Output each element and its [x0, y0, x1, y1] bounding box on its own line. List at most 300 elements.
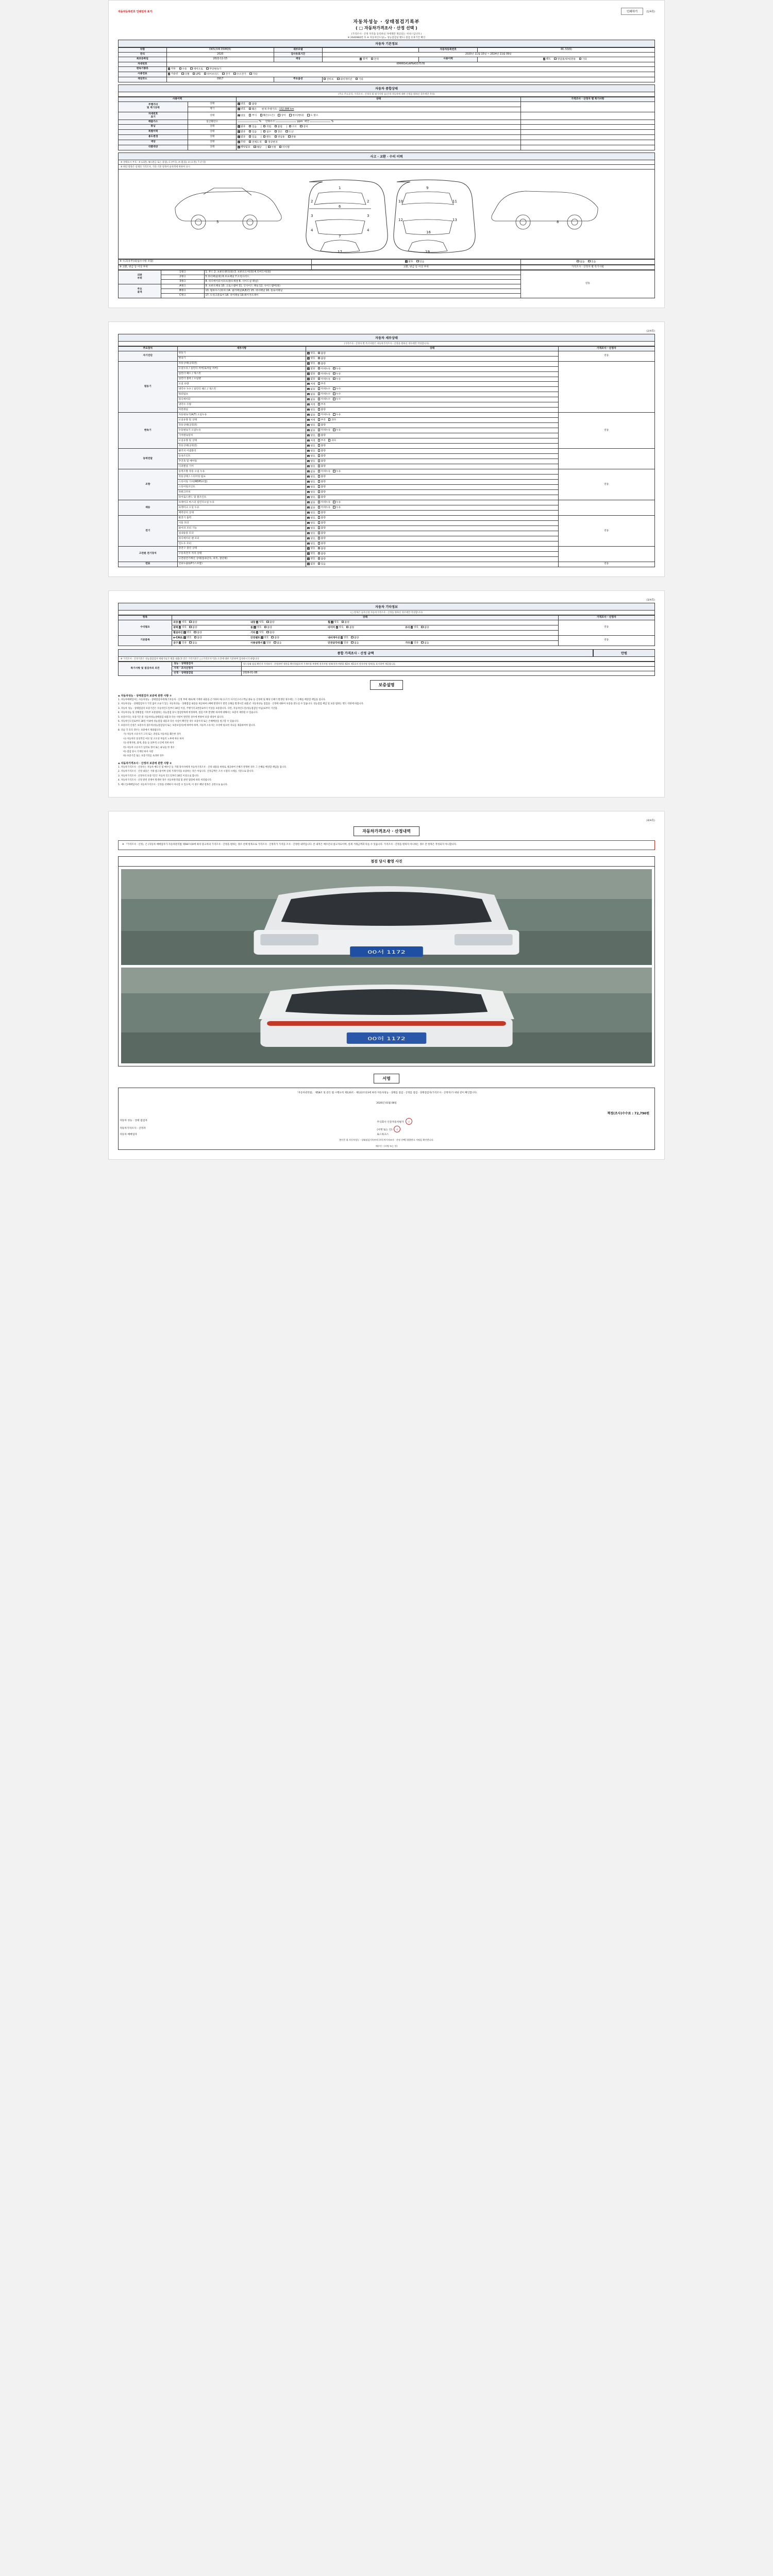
accident-none[interactable]: ✔ 없음 — [405, 260, 413, 263]
detail-opt-2-3-2[interactable]: 누유 — [333, 429, 341, 432]
tuning-yes[interactable]: 있음 — [249, 125, 257, 129]
detail-opt-2-0-0[interactable]: ✔ 없음 — [307, 414, 315, 417]
value-car-name: DK5(2V6 DSMQ5) — [166, 48, 274, 53]
use-option-1[interactable]: 영업용/대여/관용 — [554, 58, 576, 61]
other-cells-1-1 — [172, 640, 559, 646]
detail-opt-3-3-1[interactable]: 불량 — [318, 465, 326, 468]
detail-opt-1-5-2[interactable]: 누수 — [333, 387, 341, 391]
detail-opt-7-0-0[interactable]: ✔ 양호 — [307, 547, 315, 550]
svg-text:11: 11 — [452, 199, 457, 204]
remark-color2 — [520, 140, 654, 145]
row-label-tuning: 튜닝 — [119, 124, 188, 129]
other-opt-0-0-2-0[interactable]: ✔ 양호 — [331, 621, 339, 624]
document-note-2: ※ 2640960번 호 ※ 자동차인도일(= 성능점검일 별도) 점검 유효기간 확인 — [347, 37, 426, 39]
warranty-item-1-5: 6. 자동차인도일로부터 30일 이내에 성능점검 내용과 다른 사실이 확인된 경우 보증수리 또는 손해배상을 청구할 수 있습니다. — [118, 720, 239, 723]
usechange-gov[interactable]: 관용 — [288, 135, 296, 139]
detail-opt-1-3-2[interactable]: 누유 — [333, 378, 341, 381]
detail-opt-3-1-0[interactable]: ✔ 양호 — [307, 455, 315, 458]
detail-opt-5-2-0[interactable]: ✔ 양호 — [307, 512, 315, 515]
other-opt-1-1-0-0[interactable]: ✔ 있음 — [179, 641, 187, 645]
detail-opt-6-0-0[interactable]: ✔ 양호 — [307, 517, 315, 520]
detail-opt-4-4-1[interactable]: 불량 — [318, 490, 326, 494]
rank-a-items: 9. 프론트패널 10. 크로스멤버 11. 인사이드 패널 12. 사이드멤버(좌) — [204, 284, 520, 289]
price-row1-label: 가격 · 조사산정자 — [172, 666, 242, 671]
usechange-biz[interactable]: 영업용 — [275, 135, 285, 139]
other-cell-1-1-2: 안전삼각대 ✔ 있음 없음 — [328, 641, 405, 645]
meter-bad[interactable]: 훼손 — [249, 108, 257, 111]
fuel-option-2[interactable]: LPG — [193, 73, 200, 76]
detail-opt-1-7-2[interactable]: 누수 — [333, 398, 341, 401]
detail-opt-4-1-1[interactable]: 불량 — [318, 475, 326, 479]
trans-option-2[interactable]: 세미오토 — [190, 67, 203, 71]
other-opt-0-0-0-1[interactable]: 불량 — [189, 621, 197, 624]
parts-table — [118, 265, 655, 270]
detail-opt-4-5-1[interactable]: 불량 — [318, 496, 326, 499]
table-row — [119, 449, 655, 454]
print-button[interactable]: 인쇄하기 — [621, 8, 643, 15]
detail-opt-6-4-1[interactable]: 불량 — [318, 537, 326, 540]
detail-opt-5-0-1[interactable]: 미세누유 — [318, 501, 331, 504]
rank-2: 2랭크 — [161, 275, 204, 279]
detail-opt-7-1-0[interactable]: ✔ 양호 — [307, 552, 315, 555]
detail-opt-1-3-1[interactable]: 미세누유 — [318, 378, 331, 381]
label-first-reg: 최초등록일 — [119, 57, 167, 62]
detail-opt-2-5-2[interactable]: 과다 — [328, 439, 336, 443]
vin-ok[interactable]: ✔ 양호 — [238, 114, 245, 117]
other-opt-1-1-0-1[interactable]: 없음 — [189, 641, 197, 645]
value-reg-no: 46..53(6) — [478, 48, 655, 53]
detail-sub-6-1: 시동 모터 — [177, 521, 306, 526]
other-cell-0-0-2: 휠 ✔ 양호 불량 — [328, 621, 405, 624]
other-opt-0-0-0-0[interactable]: ✔ 양호 — [179, 621, 187, 624]
detail-opt-1-1-1[interactable]: 미세누유 — [318, 367, 331, 371]
detail-opt-4-2-0[interactable]: ✔ 양호 — [307, 481, 315, 484]
vin-erase[interactable]: 도 말소 — [307, 114, 318, 117]
svg-text:4: 4 — [311, 228, 313, 232]
detail-opts-0-0 — [306, 351, 558, 356]
th-other-state: 상태 — [172, 615, 559, 620]
recall-done[interactable]: 이행 — [268, 146, 276, 149]
detail-sub-3-2: 추진축 및 베어링 — [177, 459, 306, 464]
photo-section-title: 점검 당시 촬영 사진 — [118, 856, 655, 866]
remark-recall — [520, 145, 654, 150]
detail-opt-1-9-0[interactable]: ✔ 양호 — [307, 409, 315, 412]
fuel-option-5[interactable]: 수소전기 — [233, 73, 246, 76]
other-opt-1-0-2-0[interactable]: ✔ 양호 — [341, 636, 348, 639]
detail-opt-6-5-1[interactable]: 불량 — [318, 542, 326, 546]
row-sub-recall: 상태 — [188, 145, 237, 150]
detail-opt-1-1-2[interactable]: 누유 — [333, 367, 341, 371]
color-option-0[interactable]: ✔ 원색 — [360, 58, 367, 61]
detail-opt-1-0-0[interactable]: ✔ 양호 — [307, 362, 315, 365]
detail-opt-2-1-2[interactable]: 과다 — [328, 418, 336, 422]
basic-info-table — [118, 47, 655, 82]
detail-opt-2-4-1[interactable]: 불량 — [318, 434, 326, 437]
detail-opt-2-2-1[interactable]: 불량 — [318, 423, 326, 427]
detail-sub-1-2: 실린더 헤드 / 개스킷 — [177, 371, 306, 377]
fuel-option-3[interactable]: 하이브리드 — [204, 73, 219, 76]
other-cell-0-0-0: 외장 ✔ 양호 불량 — [173, 621, 250, 624]
detail-opt-6-4-0[interactable]: ✔ 양호 — [307, 537, 315, 540]
other-cells-1-0 — [172, 635, 559, 640]
detail-opt-7-0-1[interactable]: 불량 — [318, 547, 326, 551]
label-fuel: 사용연료 — [119, 72, 167, 77]
trans-option-3[interactable]: 무단변속기 — [206, 67, 221, 71]
detail-opt-4-4-0[interactable]: ✔ 양호 — [307, 491, 315, 494]
detail-opt-5-1-0[interactable]: ✔ 없음 — [307, 506, 315, 510]
special-flood[interactable]: 침수 — [263, 130, 271, 134]
other-opt-1-0-0-0[interactable]: ✔ 양호 — [183, 636, 191, 639]
color-orig[interactable]: ✔ 무판 — [238, 141, 245, 144]
detail-opts-8-0 — [306, 562, 558, 567]
detail-opt-1-2-2[interactable]: 누유 — [333, 372, 341, 376]
detail-opt-2-0-2[interactable]: 누유 — [333, 413, 341, 417]
svg-text:10: 10 — [398, 199, 403, 204]
detail-opt-6-1-1[interactable]: 불량 — [318, 521, 326, 525]
svg-text:00서 1172: 00서 1172 — [367, 949, 406, 955]
other-remark-0: 연동 — [558, 620, 654, 635]
use-option-2[interactable]: 기타 — [579, 58, 587, 61]
price-table — [118, 662, 655, 676]
detail-group-7: 고전원 전기장치 — [119, 546, 178, 562]
detail-opt-6-5-0[interactable]: ✔ 양호 — [307, 543, 315, 546]
page-1-topbar — [118, 8, 655, 15]
meter-good[interactable]: ✔ 양호 — [238, 108, 245, 111]
other-opt-0-0-1-0[interactable]: ✔ 양호 — [256, 621, 264, 624]
detail-opt-7-2-1[interactable]: 불량 — [318, 557, 326, 561]
other-remark-1: 연동 — [558, 635, 654, 646]
other-opt-0-0-1-1[interactable]: 불량 — [266, 621, 274, 624]
detail-opt-2-5-1[interactable]: 부족 — [318, 439, 326, 443]
other-opt-1-0-2-1[interactable]: 불량 — [351, 636, 359, 640]
detail-opt-3-2-0[interactable]: ✔ 양호 — [307, 460, 315, 463]
remark-usechange — [520, 134, 654, 140]
tuning-device[interactable]: 장치 — [300, 125, 308, 129]
rank-c: C랭크 — [161, 293, 204, 298]
accident-remark-yes[interactable]: 있음 — [588, 260, 596, 264]
label-detail-model: 세부모델 — [274, 48, 322, 53]
fee-value: 72,790원 — [634, 1111, 649, 1115]
detail-opt-1-5-1[interactable]: 미세누수 — [318, 387, 331, 391]
recall-na[interactable]: ✔ 해당없음 — [238, 146, 250, 149]
vin-corrosion[interactable]: 부식 — [249, 114, 257, 117]
remark-mileage — [520, 101, 654, 112]
other-opt-0-1-3-0[interactable]: ✔ 양호 — [411, 626, 418, 629]
sign-note: 「자동차관리법」 제58조 및 같은 법 시행규칙 제120조 · 제122조의3에 따라 자동차성능 · 상태를 점검 · 산정를 점검 · 상태점검자(가격조사 · 산정자)가 위와 같이 확인합니다. — [295, 1092, 478, 1095]
other-opt-0-0-2-1[interactable]: 불량 — [342, 621, 349, 624]
detail-opt-4-1-0[interactable]: ✔ 양호 — [307, 476, 315, 479]
other-opt-1-0-1-1[interactable]: 불량 — [271, 636, 279, 640]
photo-container — [118, 866, 655, 1066]
detail-opt-2-5-0[interactable]: ✔ 적정 — [307, 439, 315, 443]
detail-sub-5-2: 배력장치 상태 — [177, 511, 306, 516]
detail-opt-5-1-2[interactable]: 누유 — [333, 506, 341, 510]
detail-opt-4-2-1[interactable]: 불량 — [318, 480, 326, 484]
detail-sub-0-0: 원동기 — [177, 351, 306, 356]
detail-status-table — [118, 346, 655, 567]
detail-opt-4-3-0[interactable]: ✔ 양호 — [307, 486, 315, 489]
detail-opt-3-0-1[interactable]: 불량 — [318, 449, 326, 453]
opt-etc[interactable]: 기타 — [356, 78, 363, 81]
tuning-legal[interactable]: 적법 — [263, 125, 271, 129]
other-opt-0-1-0-1[interactable]: 불량 — [189, 626, 197, 630]
vin-damage[interactable]: 훼손(오손) — [260, 114, 275, 117]
fuel-option-0[interactable]: ✔ 가솔린 — [168, 73, 178, 76]
remark-emission — [520, 120, 654, 124]
use-option-0[interactable]: ✔ 렌트 — [543, 58, 551, 61]
detail-opt-4-0-0[interactable]: ✔ 없음 — [307, 470, 315, 473]
detail-opt-1-2-0[interactable]: ✔ 없음 — [307, 372, 315, 376]
detail-opt-2-0-1[interactable]: 미세누유 — [318, 413, 331, 417]
detail-opt-2-6-1[interactable]: 불량 — [318, 444, 326, 448]
detail-opts-2-5 — [306, 438, 558, 444]
trans-option-1[interactable]: 수동 — [179, 67, 187, 71]
detail-opt-6-1-0[interactable]: ✔ 양호 — [307, 522, 315, 525]
detail-opt-6-3-0[interactable]: ✔ 양호 — [307, 532, 315, 535]
special-none[interactable]: ✔ 없음 — [238, 130, 245, 133]
detail-remark-1 — [558, 361, 654, 413]
other-note: (□ 항목은 등록신청 자동차가격조사 · 산정을 원하신 경우에만 작성합니다) — [118, 611, 655, 615]
recall-yes[interactable]: 해당 — [254, 146, 261, 149]
detail-opt-1-6-2[interactable]: 누수 — [333, 393, 341, 396]
detail-opt-5-1-1[interactable]: 미세누유 — [318, 506, 331, 510]
other-opt-0-1-3-1[interactable]: 불량 — [421, 626, 429, 630]
detail-opt-1-7-1[interactable]: 미세누수 — [318, 398, 331, 401]
color-option-1[interactable]: 전색 — [371, 58, 379, 61]
price-unit: 만원 — [593, 649, 655, 657]
rank-3-items: 8. 라디에이터서포트(볼트체결 8. 사이드실 패널) — [204, 279, 520, 284]
tuning-structure[interactable]: 구조 — [289, 125, 297, 129]
tuning-none[interactable]: ✔ 없음 — [238, 125, 245, 128]
detail-opt-2-4-0[interactable]: ✔ 양호 — [307, 434, 315, 437]
detail-opt-0-1-1[interactable]: 불량 — [318, 357, 326, 361]
detail-opt-5-0-0[interactable]: ✔ 없음 — [307, 501, 315, 504]
special-total[interactable]: 전손 — [275, 130, 282, 134]
car-diagram — [118, 170, 655, 259]
detail-opts-1-2 — [306, 371, 558, 377]
detail-opts-1-5 — [306, 387, 558, 392]
detail-opt-1-6-1[interactable]: 미세누수 — [318, 393, 331, 396]
sign-title-wrap — [118, 1074, 655, 1083]
detail-opt-1-9-1[interactable]: 불량 — [318, 408, 326, 412]
warranty-list-2 — [118, 766, 655, 787]
other-opt-0-1-2-1[interactable]: 불량 — [346, 626, 354, 630]
accident-yes[interactable]: 있음 — [416, 260, 424, 264]
page4-footer: 본인은 위 자동차성능 · 상태점검기록부의 [자동차가격조사 · 산정 선택] 열람받고 서명을 확인받니다. — [339, 1138, 434, 1141]
usechange-none[interactable]: ✔ 없음 — [238, 135, 245, 139]
detail-opt-1-2-1[interactable]: 미세누유 — [318, 372, 331, 376]
page-2 — [108, 321, 665, 577]
other-cell-1-1-0: 공구 ✔ 있음 없음 — [173, 641, 250, 645]
detail-opt-8-0-0[interactable]: ✔ 없음 — [307, 563, 315, 566]
co-value[interactable]: % — [238, 121, 261, 124]
other-opt-1-1-2-1[interactable]: 없음 — [351, 641, 359, 645]
svg-text:5: 5 — [216, 219, 219, 224]
fuel-option-4[interactable]: 전기 — [222, 73, 230, 76]
detail-opt-2-6-0[interactable]: ✔ 양호 — [307, 445, 315, 448]
detail-opts-6-5 — [306, 541, 558, 547]
detail-remark-7 — [558, 546, 654, 562]
detail-opt-5-0-2[interactable]: 누유 — [333, 501, 341, 504]
other-cells-0-1 — [172, 625, 559, 630]
svg-text:1: 1 — [339, 185, 341, 190]
detail-opt-1-8-0[interactable]: ✔ 적정 — [307, 403, 315, 406]
label-inspect-valid: 검사유효기간 — [274, 52, 322, 57]
mileage-good[interactable]: ✔ 양호 — [238, 103, 245, 106]
detail-opt-4-0-2[interactable]: 누유 — [333, 470, 341, 473]
other-opt-0-1-2-0[interactable]: ✔ 양호 — [336, 626, 344, 629]
other-opt-1-1-1-0[interactable]: ✔ 있음 — [263, 641, 271, 645]
page4-title: 자동차가격조사 · 산정내역 — [354, 826, 419, 836]
detail-opt-6-3-1[interactable]: 불량 — [318, 532, 326, 535]
detail-group-1: 원동기 — [119, 361, 178, 413]
other-opt-1-1-1-1[interactable]: 없음 — [274, 641, 281, 645]
usechange-rent[interactable]: 렌트 — [263, 135, 271, 139]
detail-opt-5-2-1[interactable]: 불량 — [318, 511, 326, 515]
detail-opt-6-0-1[interactable]: 불량 — [318, 516, 326, 520]
trans-option-0[interactable]: ✔ 자동 — [168, 67, 176, 71]
th-status: 상태 — [237, 97, 521, 101]
detail-opt-1-4-1[interactable]: 부족 — [318, 382, 326, 386]
other-opt-0-2-0-1[interactable]: 불량 — [194, 631, 201, 635]
value-opts — [322, 77, 654, 82]
opt-sunroof[interactable]: 선루프 — [324, 78, 334, 81]
detail-sub-1-1: 오일누유 / 실린더 커버(로커암 커버) — [177, 366, 306, 371]
detail-opt-1-5-0[interactable]: ✔ 없음 — [307, 388, 315, 391]
fee-line — [119, 1109, 654, 1117]
other-opt-1-1-2-0[interactable]: ✔ 있음 — [341, 641, 348, 645]
usechange-yes[interactable]: 있음 — [249, 135, 257, 139]
detail-opt-0-0-1[interactable]: 불량 — [318, 352, 326, 355]
detail-opt-8-0-1[interactable]: 있음 — [318, 563, 326, 566]
detail-opt-1-0-1[interactable]: 불량 — [318, 362, 326, 366]
color-full[interactable]: 전체도색 — [249, 141, 262, 144]
other-opt-0-1-1-1[interactable]: 불량 — [264, 626, 272, 630]
detail-opt-6-2-0[interactable]: ✔ 양호 — [307, 527, 315, 530]
other-opt-0-1-1-0[interactable]: ✔ 양호 — [254, 626, 261, 629]
detail-opts-2-3 — [306, 428, 558, 433]
detail-opt-3-1-1[interactable]: 불량 — [318, 454, 326, 458]
detail-opt-2-1-1[interactable]: 부족 — [318, 418, 326, 422]
row-sub-vin: 상태 — [188, 112, 237, 120]
detail-opts-7-2 — [306, 556, 558, 562]
detail-opt-1-1-0[interactable]: ✔ 없음 — [307, 367, 315, 370]
th-use-history: 사용이력 — [119, 97, 237, 101]
detail-opt-1-4-0[interactable]: ✔ 적정 — [307, 383, 315, 386]
row-sub-mileage-2: 계기 — [188, 107, 237, 112]
mileage-bad[interactable]: 불량 — [249, 103, 257, 106]
detail-remark-6: 연동 — [558, 516, 654, 547]
detail-opts-7-0 — [306, 546, 558, 551]
other-opt-0-2-0-0[interactable]: ✔ 양호 — [183, 631, 191, 634]
detail-opt-0-1-0[interactable]: ✔ 양호 — [307, 357, 315, 360]
price-date-label: 산정 · 상태점검일 — [172, 671, 242, 675]
color-changed[interactable]: 색상변경 — [265, 141, 278, 144]
detail-opt-1-6-0[interactable]: ✔ 없음 — [307, 393, 315, 396]
svg-text:2: 2 — [311, 199, 313, 204]
other-opt-1-1-3-0[interactable]: ✔ 있음 — [411, 641, 418, 645]
sig-row0-label: 자동차 성능 · 상태 점검자 — [120, 1120, 147, 1123]
page-number-1: (1/4쪽) — [646, 10, 655, 13]
rank-1: 1랭크 — [161, 270, 204, 275]
tuning-illegal[interactable]: 불법 — [275, 125, 282, 129]
svg-text:2: 2 — [367, 199, 369, 204]
row-sub-color2: 상태 — [188, 140, 237, 145]
recall-notdone[interactable]: 미이행 — [279, 146, 290, 149]
other-opt-0-1-0-0[interactable]: ✔ 양호 — [179, 626, 187, 629]
other-opt-1-0-1-0[interactable]: ✔ 양호 — [261, 636, 268, 639]
detail-opt-2-3-0[interactable]: ✔ 없음 — [307, 429, 315, 432]
accident-remark-none[interactable]: 없음 — [577, 260, 584, 264]
price-left-label: 특기사항 및 점검자의 의견 — [119, 662, 172, 675]
opt-navi[interactable]: 내비게이션 — [337, 78, 352, 81]
detail-opt-3-0-0[interactable]: ✔ 양호 — [307, 450, 315, 453]
detail-opts-5-0 — [306, 500, 558, 505]
detail-group-8: 연료 — [119, 562, 178, 567]
other-opt-0-2-1-1[interactable]: 불량 — [266, 631, 274, 635]
detail-opt-3-2-1[interactable]: 불량 — [318, 460, 326, 463]
other-opt-1-0-0-1[interactable]: 불량 — [194, 636, 202, 640]
fuel-option-1[interactable]: 디젤 — [181, 73, 189, 76]
row-label-special: 특별이력 — [119, 129, 188, 134]
detail-opt-1-3-0[interactable]: ✔ 없음 — [307, 378, 315, 381]
document-subtitle-checkbox: ( □ 자동차가격조사 · 산정 선택 ) — [356, 26, 417, 30]
detail-remark-5 — [558, 500, 654, 516]
detail-opt-4-3-1[interactable]: 불량 — [318, 485, 326, 489]
vin-mod[interactable]: 변조(변타) — [289, 114, 304, 117]
other-opt-0-2-1-0[interactable]: ✔ 양호 — [256, 631, 264, 634]
signature-table — [119, 1117, 654, 1137]
detail-opt-4-5-0[interactable]: ✔ 양호 — [307, 496, 315, 499]
detail-opt-6-2-1[interactable]: 불량 — [318, 527, 326, 530]
detail-sub-2-4: 기어변속장치 — [177, 433, 306, 438]
detail-opt-7-1-1[interactable]: 불량 — [318, 552, 326, 556]
th-remark: 가격조사 · 산정자 별 특기사항 — [520, 97, 654, 101]
parts-group-frame: 주요 골격 — [119, 284, 161, 298]
label-trans: 변속기종류 — [119, 66, 167, 72]
row-label-usechange: 용도변경 — [119, 134, 188, 140]
detail-opt-2-3-1[interactable]: 미세누유 — [318, 429, 331, 432]
vin-diff[interactable]: 상이 — [278, 114, 285, 117]
detail-sub-1-7: 라디에이터 — [177, 397, 306, 402]
other-info-table — [118, 615, 655, 646]
detail-opt-2-1-0[interactable]: ✔ 적정 — [307, 419, 315, 422]
svg-text:7: 7 — [339, 234, 341, 239]
table-row — [119, 361, 655, 366]
detail-opt-0-0-0[interactable]: ✔ 양호 — [307, 352, 315, 355]
detail-opt-2-2-0[interactable]: ✔ 양호 — [307, 424, 315, 427]
detail-opt-1-7-0[interactable]: ✔ 없음 — [307, 398, 315, 401]
detail-sub-5-1: 브레이크 오일 누유 — [177, 505, 306, 511]
detail-opt-4-0-1[interactable]: 미세누유 — [318, 470, 331, 473]
label-reg-no: 자동차등록번호 — [418, 48, 478, 53]
special-theft[interactable]: 도난 — [285, 130, 293, 134]
detail-opts-6-3 — [306, 531, 558, 536]
sign-date: 2026년 01월 08일 — [376, 1101, 397, 1105]
detail-opt-7-2-0[interactable]: ✔ 양호 — [307, 557, 315, 561]
other-cell-0-1-3: 유리 ✔ 양호 불량 — [405, 626, 482, 630]
fuel-option-6[interactable]: 기타 — [249, 73, 257, 76]
other-opt-1-1-3-1[interactable]: 없음 — [421, 641, 429, 645]
warranty-item-1-7: 8. 다음 각 호의 경우는 보증에서 제외됩니다. — [118, 728, 162, 732]
page-number-3: (3/4쪽) — [646, 598, 655, 602]
special-yes[interactable]: 있음 — [249, 130, 257, 134]
detail-sub-7-1: 구동축전지 격리 상태 — [177, 551, 306, 556]
detail-opt-1-8-1[interactable]: 부족 — [318, 403, 326, 406]
detail-opt-3-3-0[interactable]: ✔ 양호 — [307, 465, 315, 468]
other-group-0: 수리필요 — [119, 620, 172, 635]
detail-opts-4-4 — [306, 490, 558, 495]
